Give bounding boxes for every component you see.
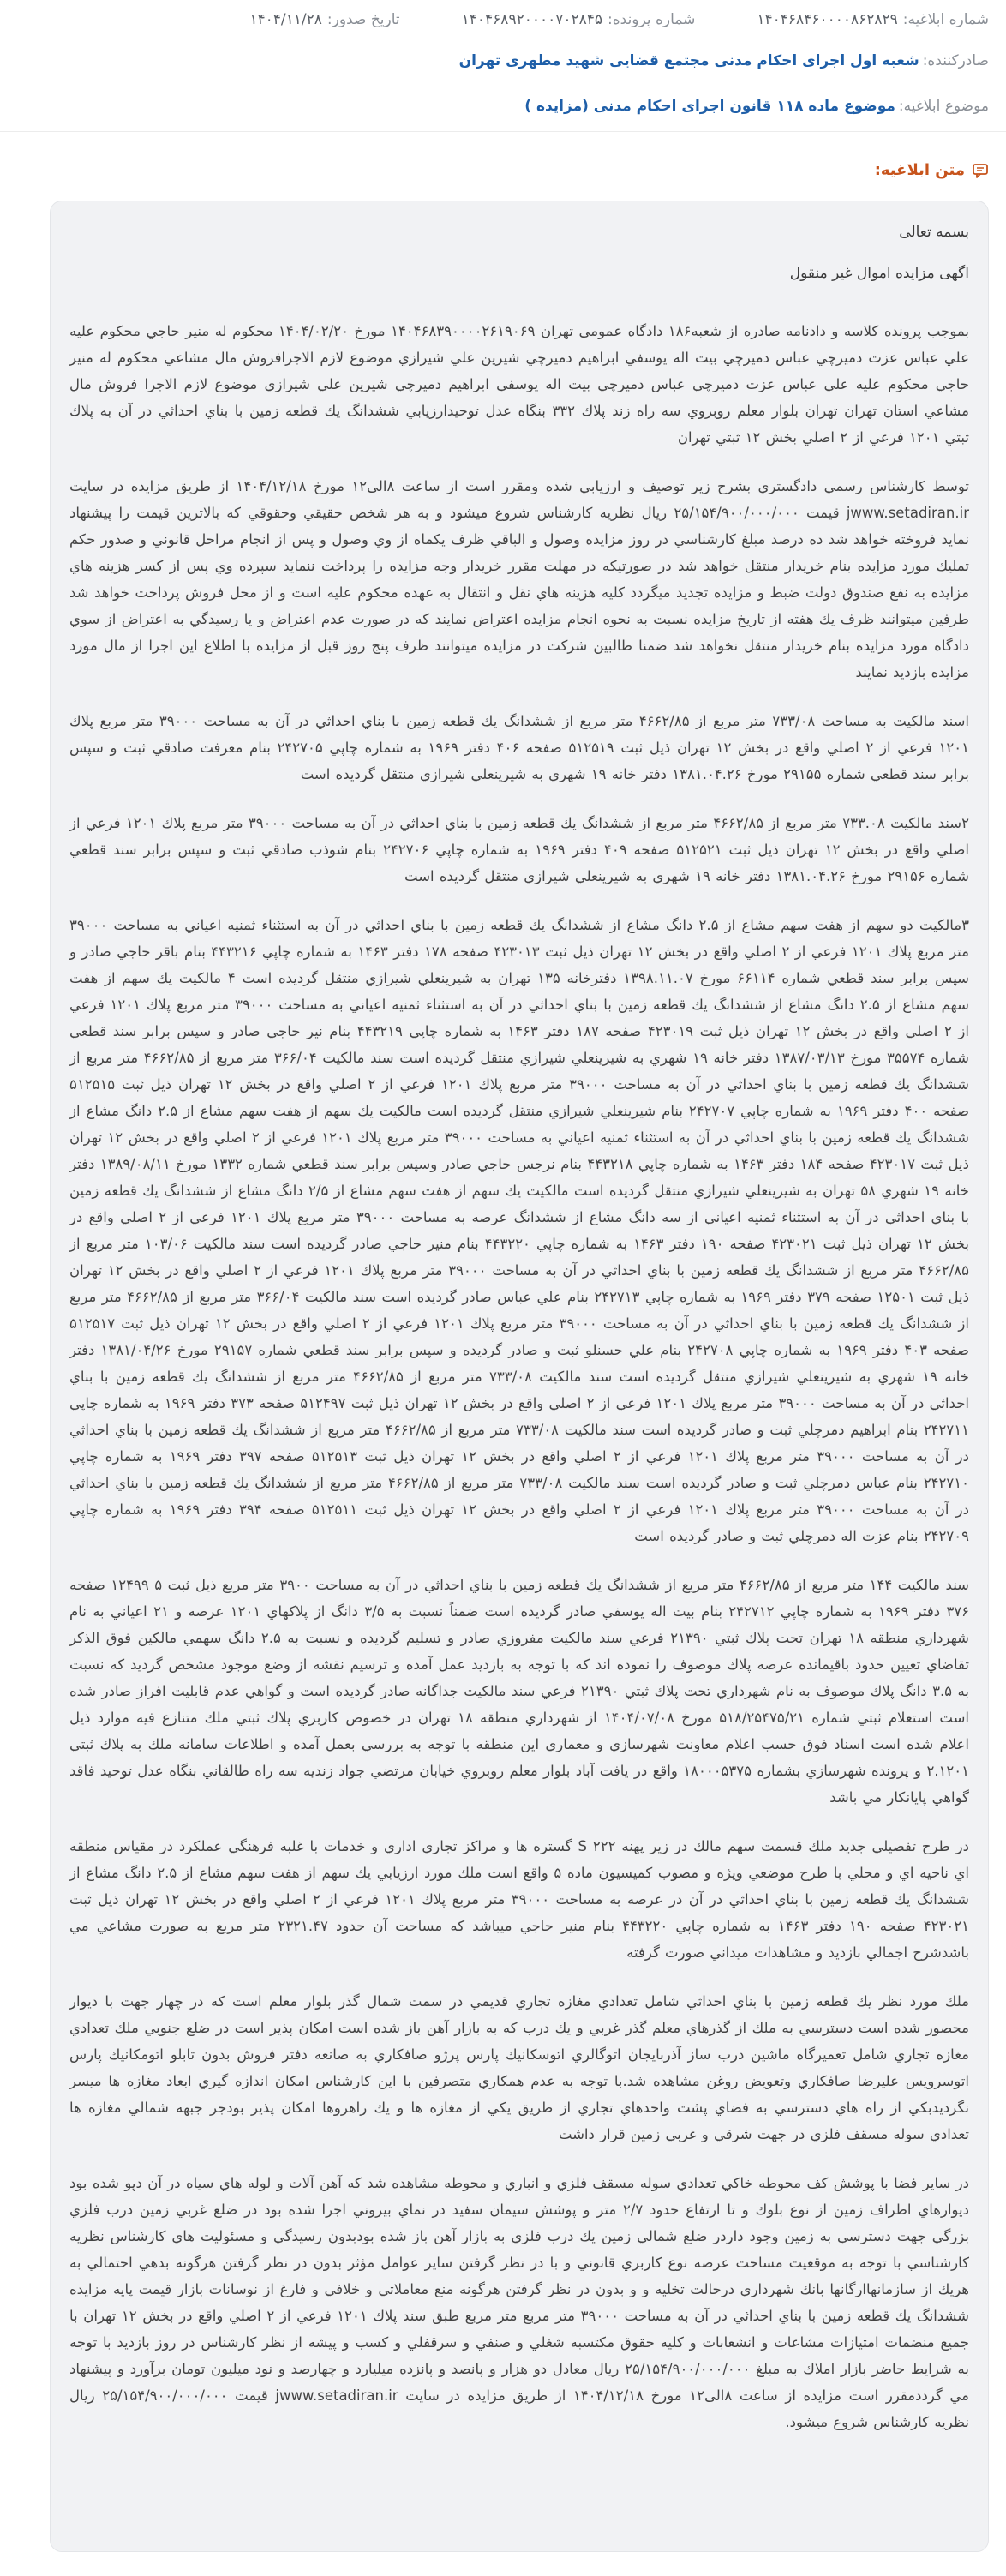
notice-body: [50, 201, 989, 2552]
body-paragraph: توسط كارشناس رسمي دادگستري بشرح زير توصيف و ارزيابي شده ومقرر است از ساعت ۸الی۱۲ مورخ ۱۴۰۴/۱۲/۱۸ از طريق مزايده در سايت jwww.setadiran.ir قيمت ۲۵/۱۵۴/۹۰۰/۰۰۰/۰۰۰ ريال نظريه كارشناس شروع ميشود و به هر شخص حقيقي وحقوقي كه بالاترين قيمت را پيشنهاد نمايد فروخته خواهد شد ده درصد مبلغ كارشناسي در روز مزايده وصول و الباقي ظرف يكماه از وي وصول و پس از انجام مراحل قانوني و صدور حكم تمليك مورد مزايده بنام خريدار منتقل خواهد شد در صورتيكه در مهلت مقرر خريدار وجه مزايده را پرداخت ننمايد سپرده وي پس از كسر هزينه هاي مزايده به نفع صندوق دولت ضبط و مزايده تجديد ميگردد كليه هزينه هاي نقل و انتقال به عهده محكوم عليه است و از محل فروش پرداخت خواهد شد طرفين ميتوانند ظرف يك هفته از تاريخ مزايده نسبت به نحوه انجام مزايده اعتراض نمايند كه در صورت عدم اعتراض و يا رسيدگي به اعتراض از سوي دادگاه مورد مزايده بنام خريدار منتقل نخواهد شد ضمنا طالبين شركت در مزايده ميتوانند ظرف پنج روز قبل از مزايده با اطلاع اين اجرا از مال مورد مزايده بازديد نمايند: [69, 478, 969, 680]
sender-value: شعبه اول اجرای احکام مدنی مجتمع قضایی شهید مطهری تهران: [458, 52, 919, 69]
body-subheading: اگهی مزایده اموال غیر منقول: [789, 265, 969, 282]
subject-label: موضوع ابلاغیه:: [898, 97, 989, 115]
body-paragraph: ۲سند مالكيت ۷۳۳.۰۸ متر مربع از ۴۶۶۲/۸۵ متر مربع از ششدانگ يك قطعه زمين با بناي احداثي در آن به مساحت ۳۹۰۰۰ متر مربع پلاك ۱۲۰۱ فرعي از اصلي واقع در بخش ۱۲ تهران ذيل ثبت ۵۱۲۵۲۱ صفحه ۴۰۹ دفتر ۱۹۶۹ به شماره چاپي ۲۴۲۷۰۶ بنام شوذب صادقي ثبت و سپس برابر سند قطعي شماره ۲۹۱۵۶ مورخ ۱۳۸۱.۰۴.۲۶ دفتر خانه ۱۹ شهري به شيرينعلي شيرازي منتقل گرديده است: [69, 815, 970, 884]
notice-text-title: متن ابلاغیه:: [874, 161, 965, 179]
sender-row: [0, 41, 1006, 81]
sender-label: صادرکننده:: [922, 52, 989, 69]
notice-number: [757, 11, 989, 28]
body-paragraph: در ساير فضا با پوشش كف محوطه خاكي تعدادي سوله مسقف فلزي و انباري و محوطه مشاهده شد كه آهن آلات و لوله هاي سياه در آن دپو شده بود ديوارهاي اطراف زمين از نوع بلوك و تا ارتفاع حدود ۲/۷ متر و پوشش سيمان سفيد در نماي بيروني اجرا شده بود در ضلع غربي زمين درب فلزي بزرگي جهت دسترسي به زمين وجود داردر ضلع شمالي زمين يك درب فلزي به بازار آهن باز شده بودبدون رسيدگي و مسئوليت هاي كارشناس نظريه كارشناسي با توجه به موقعيت مساحت عرصه نوع كاربري قانوني و با در نظر گرفتن ساير عوامل مؤثر بدون در نظر گرفتن هرگونه بدهي احتمالي به هريك از سازمانهاارگانها بانك شهرداري درحالت تخليه و و بدون در نظر گرفتن هرگونه منع معاملاتي و خلافي و فارغ از نوسانات بازار قيمت پايه مزايده ششدانگ يك قطعه زمين با بناي احداثي در آن به مساحت ۳۹۰۰۰ متر مربع متر مربع طبق سند پلاك ۱۲۰۱ فرعي از ۲ اصلي واقع در بخش ۱۲ تهران با جميع منضمات امتيازات مشاعات و انشعابات و كليه حقوق مكتسبه شغلي و صنفي و سرقفلي و كسب و پيشه از نظر كارشناس در روز بازديد با توجه به شرايط حاضر بازار املاك به مبلغ ۲۵/۱۵۴/۹۰۰/۰۰۰/۰۰۰ ريال معادل دو هزار و پانصد و پانزده ميليارد و چهارصد و نود ميليون تومان برآورد و پيشنهاد مي گرددمقرر است مزايده از ساعت ۸الی۱۲ مورخ ۱۴۰۴/۱۲/۱۸ از طريق مزايده در سايت jwww.setadiran.ir قيمت ۲۵/۱۵۴/۹۰۰/۰۰۰/۰۰۰ ريال نظريه كارشناس شروع ميشود.: [69, 2175, 970, 2430]
issue-date: [249, 11, 399, 28]
case-number: [462, 11, 696, 28]
issue-date-label: تاریخ صدور:: [326, 10, 400, 28]
notice-number-value: ۱۴۰۴۶۸۴۶۰۰۰۰۸۶۲۸۲۹: [757, 10, 898, 28]
notice-meta-bar: [0, 0, 1006, 39]
message-icon: [972, 162, 989, 179]
notice-text-header: [875, 161, 989, 179]
body-paragraph: سند مالكيت ۱۴۴ متر مربع از ۴۶۶۲/۸۵ متر مربع از ششدانگ يك قطعه زمين با بناي احداثي در آن به مساحت ۳۹۰۰ متر مربع ذيل ثبت ۵ ۱۲۴۹۹ صفحه ۳۷۶ دفتر ۱۹۶۹ به شماره چاپي ۲۴۲۷۱۲ بنام بيت اله يوسفي صادر گرديده است ضمناً نسبت به ۳/۵ دانگ از پلاكهاي ۱۲۰۱ عرصه و ۲۱ اعياني به نام شهرداري منطقه ۱۸ تهران تحت پلاك ثبتي ۲۱۳۹۰ فرعي سند مالكيت مفروزي صادر و تسليم گرديده و نسبت به ۲.۵ دانگ سهمي مالكين فوق الذكر تقاضاي تعيين حدود باقيمانده عرصه پلاك موصوف را نموده اند كه با توجه به بازديد عمل آمده و ترسيم نقشه از وضع موجود مشخص گرديد كه نسبت به ۳.۵ دانگ پلاك موصوف به نام شهرداري تحت پلاك ثبتي ۲۱۳۹۰ فرعي سند مالكيت جداگانه صادر گرديده است و گواهي عدم قابليت افراز صادر شده است استعلام ثبتي شماره ۵۱۸/۲۵۴۷۵/۲۱ مورخ ۱۴۰۴/۰۷/۰۸ از شهرداري منطقه ۱۸ تهران در خصوص كاربري پلاك ثبتي ملك متنازع فيه موارد ذيل اعلام شده است اسناد فوق حسب اعلام معاونت شهرسازي و معماري اين منطقه با توجه به بررسي بعمل آمده و اطلاعات سامانه ملك به پلاك ثبتي ۲.۱۲۰۱ و پرونده شهرسازي بشماره ۱۸۰۰۰۵۳۷۵ واقع در يافت آباد بلوار معلم روبروي خيابان مرتضي جواد زنديه سه راه طالقاني بنگاه عدل توحيد فاقد گواهي پايانكار مي باشد: [69, 1577, 970, 1806]
body-paragraph: در طرح تفصيلي جديد ملك قسمت سهم مالك در زير پهنه ۲۲۲ S گستره ها و مراكز تجاري اداري و خدمات با غلبه فرهنگي عملكرد در مقياس منطقه اي ناحيه اي و محلي با طرح موضعي ويژه و مصوب كميسيون ماده ۵ واقع است ملك مورد ارزيابي يك سهم از هفت سهم مشاع از ۲.۵ دانگ مشاع از ششدانگ يك قطعه زمين با بناي احداثي در آن در عرصه به مساحت ۳۹۰۰۰ متر مربع پلاك ۱۲۰۱ فرعي از ۲ اصلي واقع در بخش ۱۲ تهران ذيل ثبت ۴۲۳۰۲۱ صفحه ۱۹۰ دفتر ۱۴۶۳ به شماره چاپي ۴۴۳۲۲۰ بنام منير حاجي ميباشد كه مساحت آن حدود ۲۳۲۱.۴۷ متر مربع به صورت مشاعي مي باشدشرح اجمالي بازديد و مشاهدات ميداني صورت گرفته: [69, 1838, 969, 1961]
body-paragraph: اسند مالكيت به مساحت ۷۳۳/۰۸ متر مربع از ۴۶۶۲/۸۵ متر مربع از ششدانگ يك قطعه زمين با بناي احداثي در آن به مساحت ۳۹۰۰۰ متر مربع پلاك ۱۲۰۱ فرعي از ۲ اصلي واقع در بخش ۱۲ تهران ذيل ثبت ۵۱۲۵۱۹ صفحه ۴۰۶ دفتر ۱۹۶۹ به شماره چاپي ۲۴۲۷۰۵ بنام معرفت صادقي ثبت و سپس برابر سند قطعي شماره ۲۹۱۵۵ مورخ ۱۳۸۱.۰۴.۲۶ دفتر خانه ۱۹ شهري به شيرينعلي شيرازي منتقل گرديده است: [69, 713, 970, 782]
notice-number-label: شماره ابلاغیه:: [902, 10, 989, 28]
subject-value: موضوع ماده ۱۱۸ قانون اجرای احکام مدنی (مزایده ): [524, 97, 895, 115]
body-paragraph: بموجب پرونده کلاسه و دادنامه صادره از شعبه۱۸۶ دادگاه عمومی تهران ۱۴۰۴۶۸۳۹۰۰۰۰۲۶۱۹۰۶۹ مورخ ۱۴۰۴/۰۲/۲۰ محکوم له منیر حاجي محکوم علیه علي عباس عزت دميرچي عباس دميرچي بيت اله يوسفي ابراهيم دميرچي شيرين علي شيرازي موضوع لازم الاجرافروش مال مشاعي محکوم له منیر حاجي محکوم علیه علي عباس عزت دميرچي عباس دميرچي بيت اله يوسفي ابراهيم دميرچي شيرين علي شيرازي موضوع لازم الاجرا فروش مال مشاعي استان تهران تهران بلوار معلم روبروي سه راه زند پلاك ۳۳۲ بنگاه عدل توحيدارزيابي ششدانگ يك قطعه زمين با بناي احداثي در آن به پلاك ثبتي ۱۲۰۱ فرعي از ۲ اصلي بخش ۱۲ ثبتي تهران: [69, 323, 969, 446]
body-paragraph: ۳مالكيت دو سهم از هفت سهم مشاع از ۲.۵ دانگ مشاع از ششدانگ يك قطعه زمين با بناي احداثي در آن به استثناء ثمنيه اعياني به مساحت ۳۹۰۰۰ متر مربع پلاك ۱۲۰۱ فرعي از ۲ اصلي واقع در بخش ۱۲ تهران ذيل ثبت ۴۲۳۰۱۳ صفحه ۱۷۸ دفتر ۱۴۶۳ به شماره چاپي ۴۴۳۲۱۶ بنام باقر حاجي صادر و سپس برابر سند قطعي شماره ۶۶۱۱۴ مورخ ۱۳۹۸.۱۱.۰۷ دفترخانه ۱۳۵ تهران به شيرينعلي شيرازي منتقل گرديده است ۴ مالكيت يك سهم از هفت سهم مشاع از ۲.۵ دانگ مشاع از ششدانگ يك قطعه زمين با بناي احداثي در آن به استثناء ثمنيه اعياني به مساحت ۳۹۰۰۰ متر مربع پلاك ۱۲۰۱ فرعي از ۲ اصلي واقع در بخش ۱۲ تهران ذيل ثبت ۴۲۳۰۱۹ صفحه ۱۸۷ دفتر ۱۴۶۳ به شماره چاپي ۴۴۳۲۱۹ بنام نير حاجي صادر و سپس برابر سند قطعي شماره ۳۵۵۷۴ مورخ ۱۳۸۷/۰۳/۱۳ دفتر خانه ۱۹ شهري به شيرينعلي شيرازي منتقل گرديده است سند مالكيت ۳۶۶/۰۴ متر مربع از ۴۶۶۲/۸۵ متر مربع از ششدانگ يك قطعه زمين با بناي احداثي در آن به مساحت ۳۹۰۰۰ متر مربع پلاك ۱۲۰۱ فرعي از ۲ اصلي واقع در بخش ۱۲ تهران ذيل ثبت ۵۱۲۵۱۵ صفحه ۴۰۰ دفتر ۱۹۶۹ به شماره چاپي ۲۴۲۷۰۷ بنام شيرينعلي شيرازي منتقل گرديده است مالكيت يك سهم از هفت سهم مشاع از ۲.۵ دانگ مشاع از ششدانگ يك قطعه زمين با بناي احداثي در آن به استثناء ثمنيه اعياني به مساحت ۳۹۰۰۰ متر مربع پلاك ۱۲۰۱ فرعي از ۲ اصلي واقع در بخش ۱۲ تهران ذيل ثبت ۴۲۳۰۱۷ صفحه ۱۸۴ دفتر ۱۴۶۳ به شماره چاپي ۴۴۳۲۱۸ بنام نرجس حاجي صادر وسپس برابر سند قطعي شماره ۱۳۳۲ مورخ ۱۳۸۹/۰۸/۱۱ دفتر خانه ۱۹ شهري ۵۸ تهران به شيرينعلي شيرازي منتقل گرديده است مالكيت يك سهم از هفت سهم مشاع از ۲/۵ دانگ مشاع از ششدانگ يك قطعه زمين با بناي احداثي در آن به استثناء ثمنيه اعياني از سه دانگ مشاع از ششدانگ عرصه به مساحت ۳۹۰۰۰ متر مربع پلاك ۱۲۰۱ فرعي از ۲ اصلي واقع در بخش ۱۲ تهران ذيل ثبت ۴۲۳۰۲۱ صفحه ۱۹۰ دفتر ۱۴۶۳ به شماره چاپي ۴۴۳۲۲۰ بنام منير حاجي صادر گرديده است سند مالكيت ۱۰۳/۰۶ متر مربع از ۴۶۶۲/۸۵ متر مربع از ششدانگ يك قطعه زمين با بناي احداثي در آن به مساحت ۳۹۰۰۰ متر مربع پلاك ۱۲۰۱ فرعي از ۲ اصلي واقع در بخش ۱۲ تهران ذيل ثبت ۱۲۵۰۱ صفحه ۳۷۹ دفتر ۱۹۶۹ به شماره چاپي ۲۴۲۷۱۳ بنام علي عباس صادر گرديده است سند مالكيت ۳۶۶/۰۴ متر مربع از ۴۶۶۲/۸۵ متر مربع از ششدانگ يك قطعه زمين با بناي احداثي در آن به مساحت ۳۹۰۰۰ متر مربع پلاك ۱۲۰۱ فرعي از ۲ اصلي واقع در بخش ۱۲ تهران ذيل ثبت ۵۱۲۵۱۷ صفحه ۴۰۳ دفتر ۱۹۶۹ به شماره چاپي ۲۴۲۷۰۸ بنام علي حسنلو ثبت و صادر گرديده و سپس برابر سند قطعي شماره ۲۹۱۵۷ مورخ ۱۳۸۱/۰۴/۲۶ دفتر خانه ۱۹ شهري به شيرينعلي شيرازي منتقل گرديده است سند مالكيت ۷۳۳/۰۸ متر مربع از ۴۶۶۲/۸۵ متر مربع از ششدانگ يك قطعه زمين با بناي احداثي در آن به مساحت ۳۹۰۰۰ متر مربع پلاك ۱۲۰۱ فرعي از ۲ اصلي واقع در بخش ۱۲ تهران ذيل ثبت ۵۱۲۴۹۷ صفحه ۳۷۳ دفتر ۱۹۶۹ به شماره چاپي ۲۴۲۷۱۱ بنام ابراهيم دمرچلي ثبت و صادر گرديده است سند مالكيت ۷۳۳/۰۸ متر مربع از ۴۶۶۲/۸۵ متر مربع از ششدانگ يك قطعه زمين با بناي احداثي در آن به مساحت ۳۹۰۰۰ متر مربع پلاك ۱۲۰۱ فرعي از ۲ اصلي واقع در بخش ۱۲ تهران ذيل ثبت ۵۱۲۵۱۳ صفحه ۳۹۷ دفتر ۱۹۶۹ به شماره چاپي ۲۴۲۷۱۰ بنام عباس دمرچلي ثبت و صادر گرديده است سند مالكيت ۷۳۳/۰۸ متر مربع از ۴۶۶۲/۸۵ متر مربع از ششدانگ يك قطعه زمين با بناي احداثي در آن به مساحت ۳۹۰۰۰ متر مربع پلاك ۱۲۰۱ فرعي از ۲ اصلي واقع در بخش ۱۲ تهران ذيل ثبت ۵۱۲۵۱۱ صفحه ۳۹۴ دفتر ۱۹۶۹ به شماره چاپي ۲۴۲۷۰۹ بنام عزت اله دمرچلي ثبت و صادر گرديده است: [69, 917, 970, 1544]
issue-date-value: ۱۴۰۴/۱۱/۲۸: [249, 10, 322, 28]
case-number-label: شماره پرونده:: [608, 10, 696, 28]
subject-row: [0, 81, 1006, 132]
body-heading: بسمه تعالی: [899, 224, 969, 241]
case-number-value: ۱۴۰۴۶۸۹۲۰۰۰۰۷۰۲۸۴۵: [461, 10, 603, 28]
body-paragraph: ملك مورد نظر يك قطعه زمين با بناي احداثي شامل تعدادي مغازه تجاري قديمي در سمت شمال گذر بلوار معلم است كه در چهار جهت با ديوار محصور شده است دسترسي به ملك از گذرهاي معلم گذر غربي و يك درب كه به بازار آهن باز شده است امكان پذير است در ضلع جنوبي ملك تعدادي مغازه تجاري شامل تعميرگاه ماشين درب ساز آذربايجان اتوگالري اتوسكانيك پارس پرژو صافكاري به صانعه دفتر فروش بدون تابلو اتومكانيك پارس اتوسرويس عليرضا صافكاري وتعويض روغن مشاهده شد.با توجه به عدم همكاري متصرفين با اين كارشناس امكان اندازه گيري ابعاد مغازه ها ميسر نگرديدبكي از راه هاي دسترسي به فضاي پشت واحدهاي تجاري از طريق يكي از مغازه ها و يك راهروها امكان پذير بودجر جبهه شمالي مغازه ها تعدادي سوله مسقف فلزي در جهت شرقي و غربي زمين قرار داشت: [69, 1993, 969, 2142]
